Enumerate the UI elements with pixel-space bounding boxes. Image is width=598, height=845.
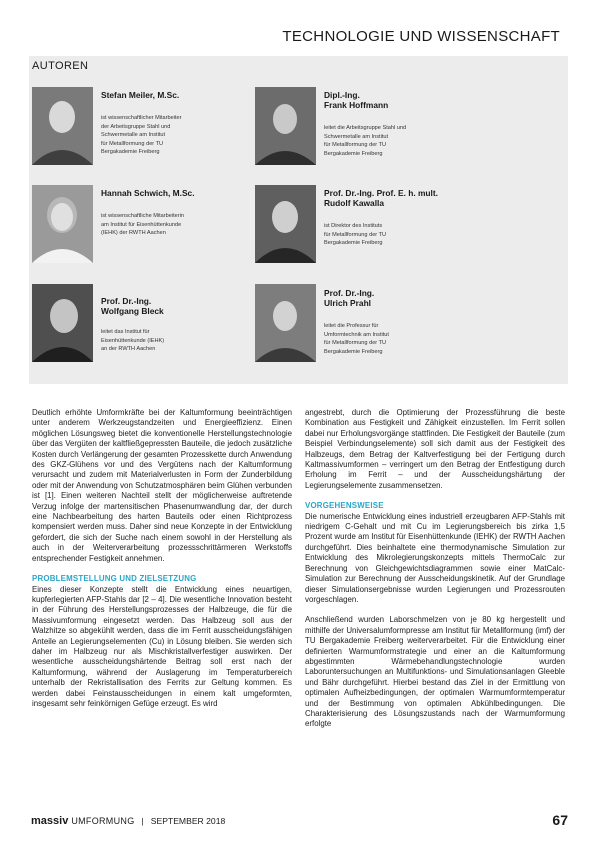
portrait-icon — [255, 185, 316, 263]
subheading-method: VORGEHENSWEISE — [305, 501, 384, 511]
author-name: Prof. Dr.-Ing. Ulrich Prahl — [324, 288, 375, 308]
author-name: Prof. Dr.-Ing. Prof. E. h. mult. Rudolf Kawalla — [324, 188, 438, 208]
portrait-icon — [255, 284, 316, 362]
portrait-icon — [255, 87, 316, 165]
paragraph: Deutlich erhöhte Umformkräfte bei der Kaltumformung beeinträchtigen unter anderem Werkzeugstandzeiten und Energieeffizienz. Einen möglichen Lösungsweg bietet die konventionelle Herstellungstechnologie über das Vergüten der kaltfließgepressten Bauteile, die jedoch zusätzliche Kosten durch Verlängerung der gesamten Prozesskette durch Anwendung des GKZ-Glühens vor und des Vergütens nach der Kaltumformung verursacht und zudem mit Materialverlusten in Form der Zunderbildung oder mit der Anwendung von Schutzatmosphären beim Glühen verbunden ist [1]. Einen weiteren Nachteil stellt der möglicherweise auftretende Verzug infolge der martensitischen Phasenumwandlung dar, der durch eine Nachbearbeitung des harten Bauteils oder einen Richtprozess kompensiert werden muss. Daher sind neue Konzepte in der Entwicklung gefordert, die sich der Suche nach einem sowohl in der Herstellung als auch in der Weiterverarbeitung prozessschrittärmeren Werkstoffs entsprechender Festigkeit annehmen. — [32, 408, 292, 563]
subheading-problem: PROBLEMSTELLUNG UND ZIELSETZUNG — [32, 574, 197, 584]
author-photo-bleck — [32, 284, 93, 362]
issue-date: SEPTEMBER 2018 — [150, 816, 226, 826]
page-number: 67 — [552, 812, 568, 828]
author-desc: leitet das Institut für Eisenhüttenkunde (IEHK) an der RWTH Aachen — [101, 329, 165, 353]
author-name: Prof. Dr.-Ing. Wolfgang Bleck — [101, 296, 164, 316]
author-photo-meiler — [32, 87, 93, 165]
section-title: TECHNOLOGIE UND WISSENSCHAFT — [282, 28, 560, 45]
authors-heading: AUTOREN — [32, 60, 89, 72]
brand-umformung: UMFORMUNG — [71, 816, 135, 826]
brand-massiv: massiv — [31, 815, 69, 827]
author-photo-kawalla — [255, 185, 316, 263]
paragraph: Die numerische Entwicklung eines industriell erzeugbaren AFP-Stahls mit niedrigem C-Gehalt und mit Cu im Legierungsbereich bis zirka 1,5 Prozent wurde am Institut für Eisenhüttenkunde (IEHK) der RWTH Aachen durchgeführt. Dies beinhaltete eine thermodynamische Simulation zur Entwicklung des Mikrolegierungskonzepts mittels ThermoCalc zur Berechnung von Gleichgewichtsdiagrammen sowie einer MatCalc-Simulation zur Berechnung der Ausscheidungskinetik. Auf der Grundlage dieser Simulationsergebnisse wurden Legierungen und Prozessrouten vorgeschlagen. — [305, 511, 565, 604]
author-name: Stefan Meiler, M.Sc. — [101, 90, 180, 100]
paragraph: Eines dieser Konzepte stellt die Entwicklung eines neuartigen, kupferlegierten AFP-Stahls dar [2 – 4]. Die wesentliche Innovation besteht in der Führung des Herstellungsprozesses der Halbzeuge, die für die Massivumformung eingesetzt werden. Das Halbzeug soll aus der Walzhitze so abgekühlt werden, dass die im Ferrit ausscheidungsfähigen Anteile an Legierungselementen (Cu) in Lösung bleiben. Sie werden sich daher im Halbzeug nur als Mischkristallverfestiger auswirken. Der wesentliche ausscheidungshärtende Beitrag soll erst nach der Kaltumformung, während der Auslagerung im Temperaturbereich unterhalb der Rekristallisation des Ferrits zur Geltung kommen. Es werden dabei Feinstausscheidungen in einem kalt umgeformten, insgesamt sehr feinkörnigen Gefüge erzeugt. Es wird — [32, 584, 292, 708]
footer — [31, 815, 225, 827]
footer-separator: | — [141, 816, 144, 826]
author-desc: ist Direktor des Instituts für Metallformung der TU Bergakademie Freiberg — [324, 223, 387, 247]
body-column-right — [305, 408, 565, 740]
author-photo-prahl — [255, 284, 316, 362]
paragraph: Anschließend wurden Laborschmelzen von je 80 kg hergestellt und mithilfe der Universalumformpresse am Institut für Metallformung (imf) der TU Bergakademie Freiberg weiterverarbeitet. Für die Entwicklung einer definierten Warmumformstrategie und einer an die Kaltumformung abgestimmten Wärmebehandlungstechnologie wurden Laboruntersuchungen an Multifunktions- und Simulationsanlagen Gleeble und Bähr durchgeführt. Hierbei bestand das Ziel in der Ermittlung von optimalen Aufheizbedingungen, der optimalen Warmumformtemperatur und der Bestimmung von optimalen Abkühlbedingungen. Die Charakterisierung des Lösungszustands nach der Warmumformung erfolgte — [305, 615, 565, 729]
portrait-icon — [32, 284, 93, 362]
author-desc: ist wissenschaftliche Mitarbeiterin am Institut für Eisenhüttenkunde (IEHK) der RWTH Aachen — [101, 213, 185, 237]
paragraph: angestrebt, durch die Optimierung der Prozessführung die beste Kombination aus Festigkeit und Zähigkeit einzustellen. Im Ferrit sollen dabei nur Erholungsvorgänge stattfinden. Die Festigkeit der Bauteile (zum Beispiel Verbindungselemente) soll sich damit aus der Festigkeit des Halbzeugs, dem Betrag der Kaltverfestigung bei der Fertigung durch Kaltmassivumformen – verringert um den Betrag der Entfestigung durch Erholung im Ferrit – und der Ausscheidungshärtung der Legierungselemente zusammensetzen. — [305, 408, 565, 490]
author-desc: ist wissenschaftlicher Mitarbeiter der Arbeitsgruppe Stahl und Schwermetalle am Institut für Metallformung der TU Bergakademie Freiberg — [101, 115, 182, 156]
author-desc: leitet die Professur für Umformtechnik am Institut für Metallformung der TU Bergakademie Freiberg — [324, 323, 389, 355]
author-name: Dipl.-Ing. Frank Hoffmann — [324, 90, 389, 110]
portrait-icon — [32, 87, 93, 165]
author-name: Hannah Schwich, M.Sc. — [101, 188, 195, 198]
portrait-icon — [32, 185, 93, 263]
author-desc: leitet die Arbeitsgruppe Stahl und Schwermetalle am Institut für Metallformung der TU Bergakademie Freiberg — [324, 125, 407, 157]
author-photo-schwich — [32, 185, 93, 263]
body-column-left — [32, 408, 292, 719]
author-photo-hoffmann — [255, 87, 316, 165]
